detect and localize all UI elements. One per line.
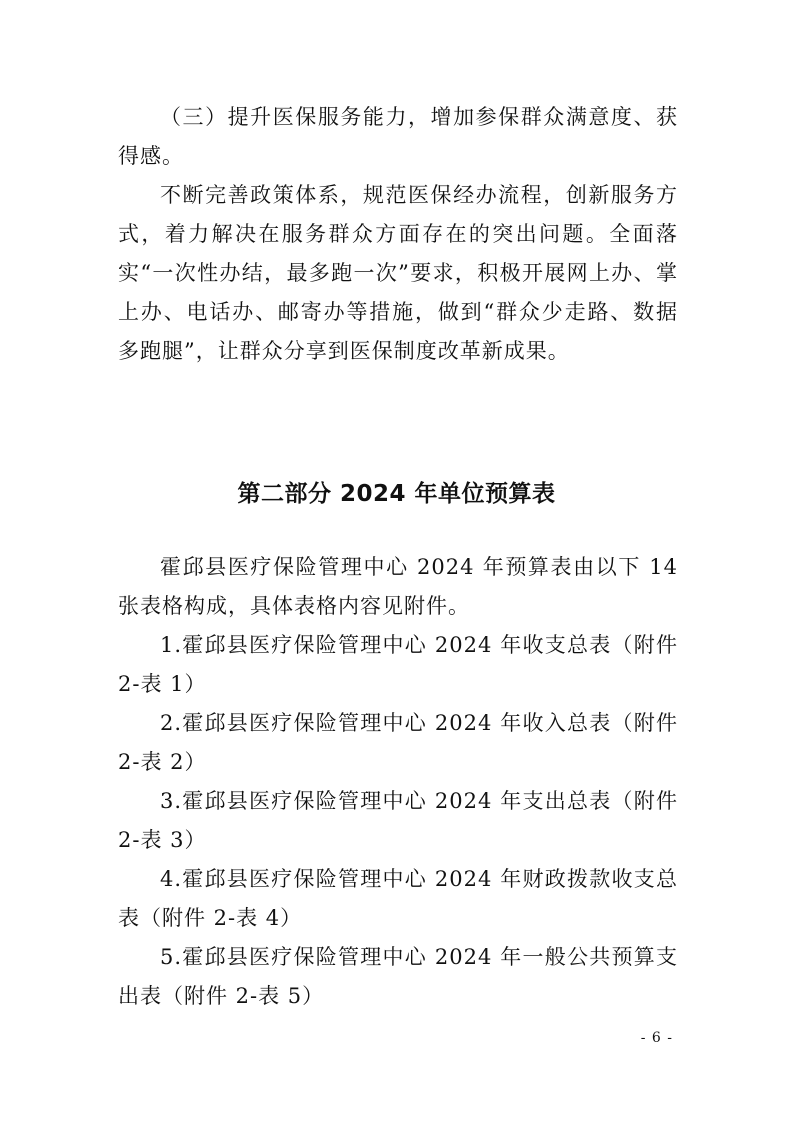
- page-number: - 6 -: [640, 1030, 673, 1046]
- part-two-heading: 第二部分 2024 年单位预算表: [237, 481, 556, 507]
- part-two-body: [118, 548, 678, 1016]
- list-item: 1.霍邱县医疗保险管理中心 2024 年收支总表（附件 2-表 1）: [118, 633, 678, 696]
- list-item: 3.霍邱县医疗保险管理中心 2024 年支出总表（附件 2-表 3）: [118, 789, 678, 852]
- list-item: 2.霍邱县医疗保险管理中心 2024 年收入总表（附件 2-表 2）: [118, 711, 678, 774]
- section-three-text: [118, 98, 678, 371]
- list-item: 4.霍邱县医疗保险管理中心 2024 年财政拨款收支总表（附件 2-表 4）: [118, 867, 678, 930]
- section-three-body: 不断完善政策体系，规范医保经办流程，创新服务方式，着力解决在服务群众方面存在的突出问题。全面落实“一次性办结，最多跑一次”要求，积极开展网上办、掌上办、电话办、邮寄办等措施，做到“群众少走路、数据多跑腿”，让群众分享到医保制度改革新成果。: [118, 183, 678, 363]
- section-three-subheading: （三）提升医保服务能力，增加参保群众满意度、获得感。: [118, 105, 678, 168]
- list-item: 5.霍邱县医疗保险管理中心 2024 年一般公共预算支出表（附件 2-表 5）: [118, 945, 678, 1008]
- part-two-intro: 霍邱县医疗保险管理中心 2024 年预算表由以下 14 张表格构成，具体表格内容见附件。: [118, 555, 678, 618]
